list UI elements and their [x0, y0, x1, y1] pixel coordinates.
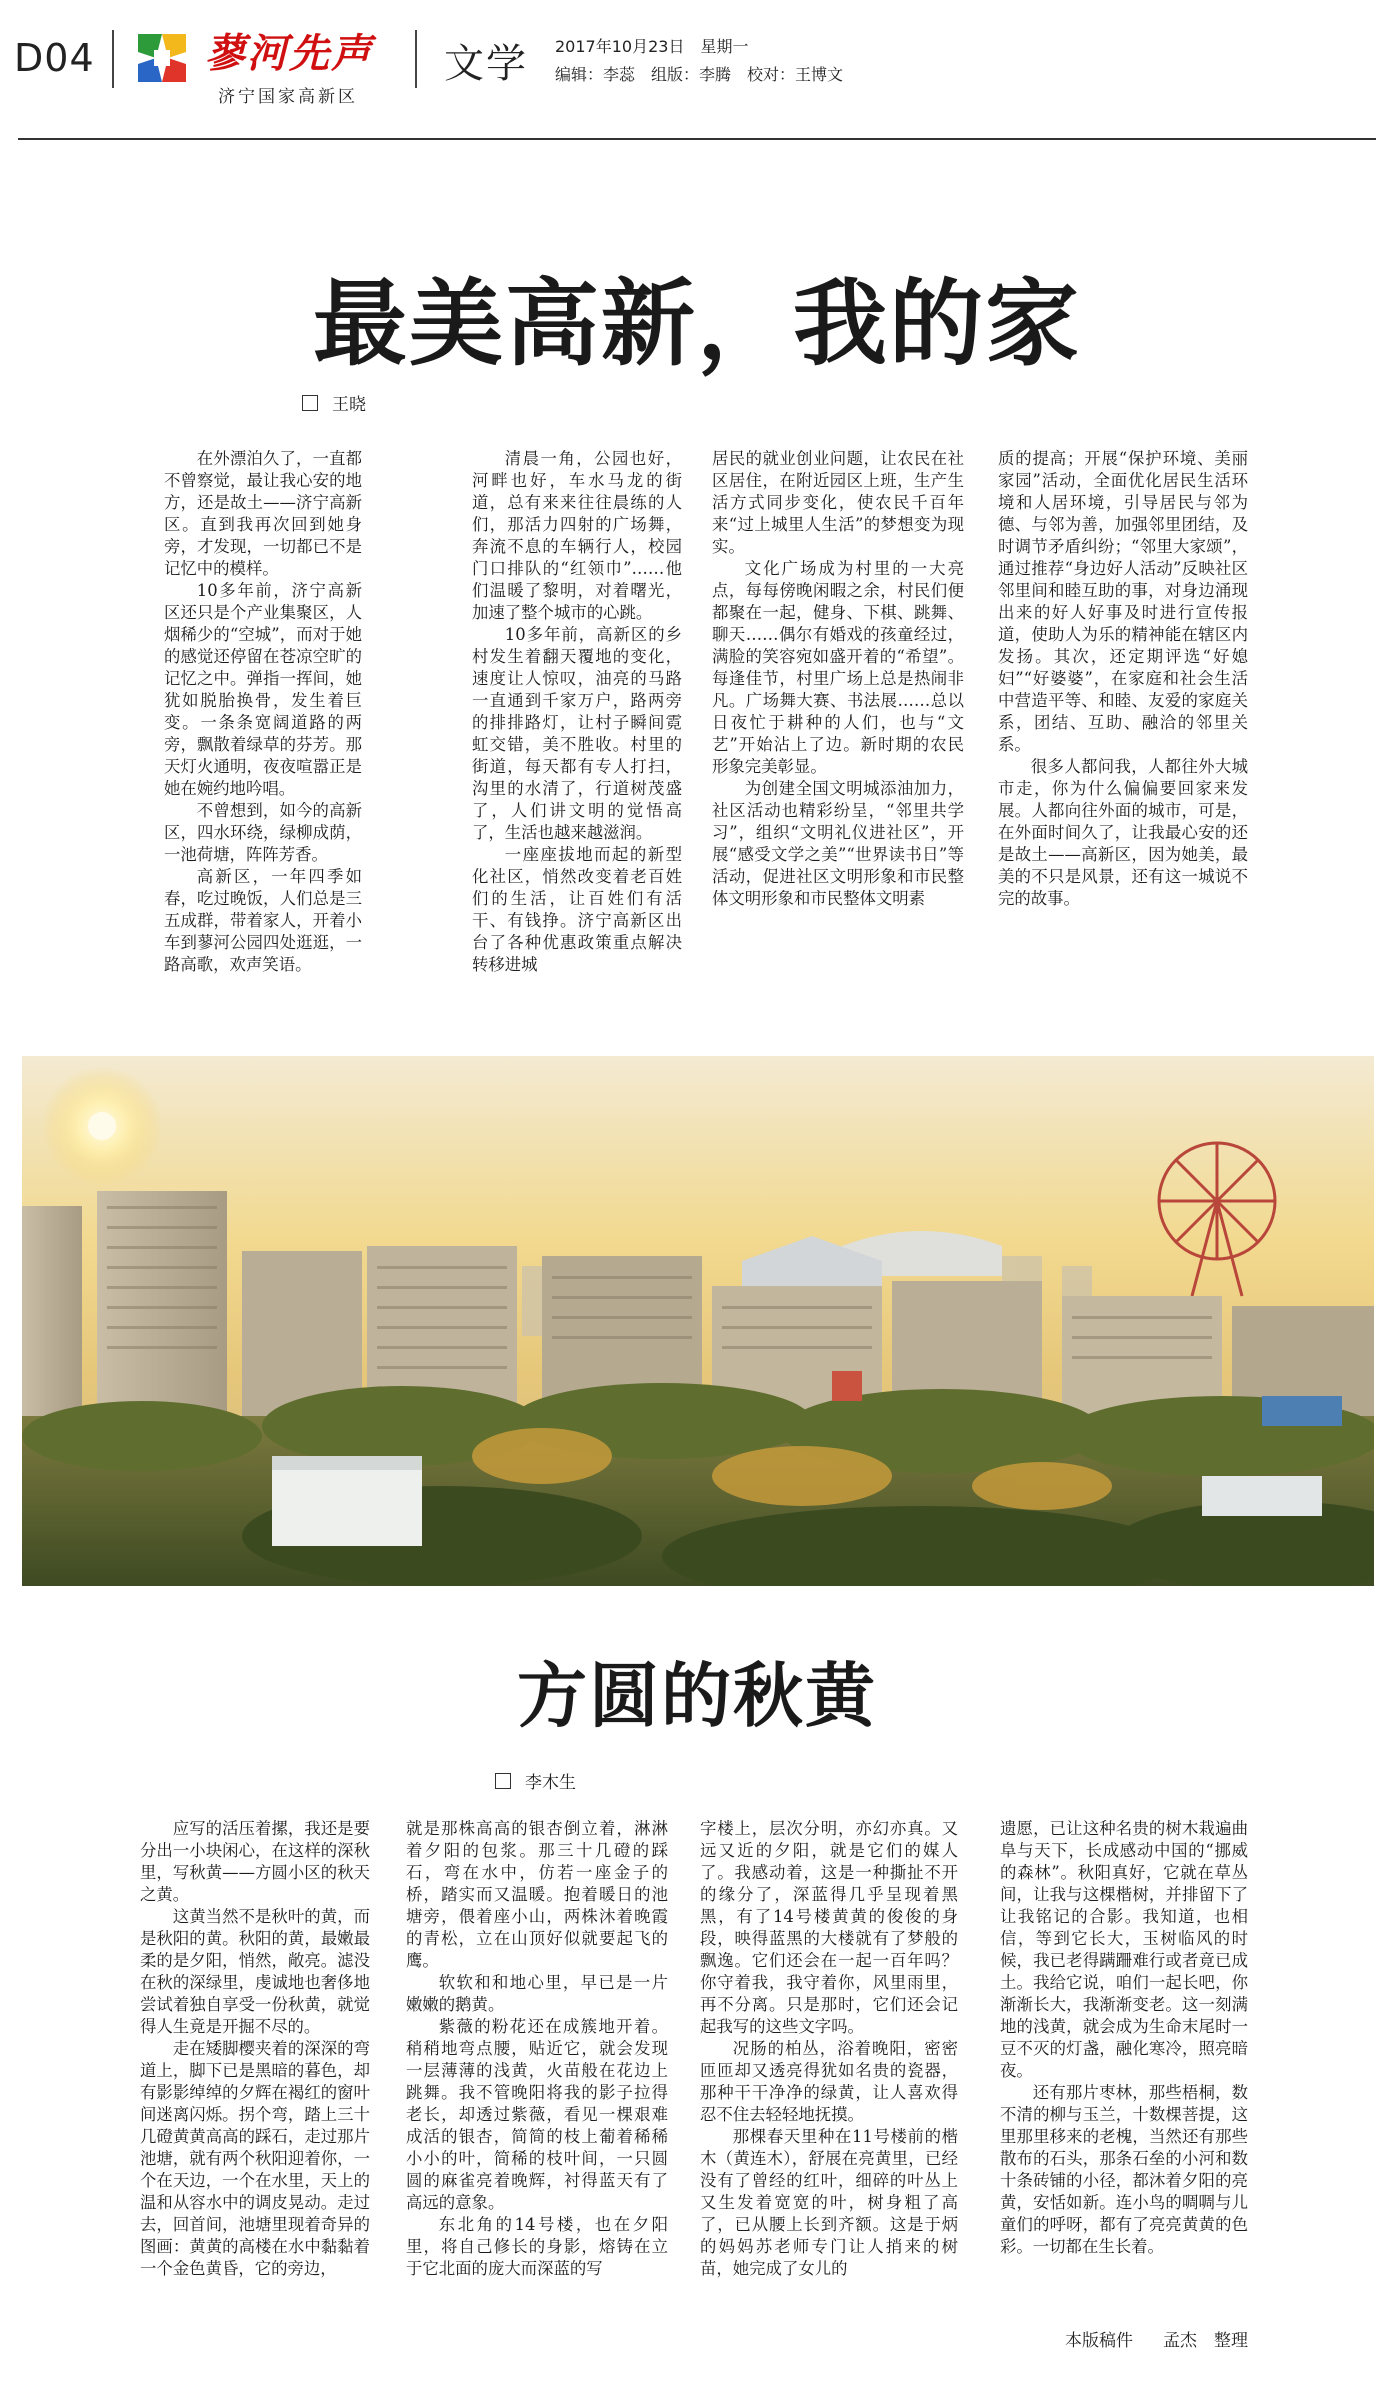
paragraph: 清晨一角，公园也好，河畔也好，车水马龙的街道，总有来来往往晨练的人们，那活力四射的广场舞，奔流不息的车辆行人，校园门口排队的“红领巾”……他们温暖了黎明，对着曙光，加速了整个城市的心跳。	[472, 449, 682, 622]
footer-credit-label: 本版稿件	[1065, 2331, 1133, 2351]
paragraph: 10多年前，高新区的乡村发生着翻天覆地的变化，速度让人惊叹，油亮的马路一直通到千家万户，路两旁的排排路灯，让村子瞬间霓虹交错，美不胜收。村里的街道，每天都有专人打扫，沟里的水清了，行道树茂盛了，人们讲文明的觉悟高了，生活也越来越滋润。	[472, 625, 682, 842]
paragraph: 东北角的14号楼，也在夕阳里，将自己修长的身影，熔铸在立于它北面的庞大而深蓝的写	[406, 2215, 668, 2278]
article1-title: 最美高新，我的家	[312, 270, 1081, 379]
paragraph: 质的提高；开展“保护环境、美丽家园”活动，全面优化居民生活环境和人居环境，引导居民与邻为德、与邻为善，加强邻里团结，及时调节矛盾纠纷；“邻里大家颂”，通过推荐“身边好人活动”反映社区邻里间和睦互助的事，对身边涌现出来的好人好事及时进行宣传报道，使助人为乐的精神能在辖区内发扬。其次，还定期评选“好媳妇”“好婆婆”，在家庭和社会生活中营造平等、和睦、友爱的家庭关系，团结、互助、融洽的邻里关系。	[998, 449, 1248, 754]
newspaper-brand-name: 蓼河先声	[205, 30, 373, 77]
article2-title: 方圆的秋黄	[517, 1655, 877, 1737]
paragraph: 一座座拔地而起的新型化社区，悄然改变着老百姓们的生活，让百姓们有活干、有钱挣。济宁高新区出台了各种优惠政策重点解决转移进城	[472, 845, 682, 974]
article2-column-3	[700, 1818, 958, 2328]
paragraph: 紫薇的粉花还在成簇地开着。稍稍地弯点腰，贴近它，就会发现一层薄薄的浅黄，火苗般在花边上跳舞。我不管晚阳将我的影子拉得老长，却透过紫薇，看见一棵艰难成活的银杏，简简的枝上葡着稀稀小小的叶，简稀的枝叶间，一只圆圆的麻雀亮着晚辉，衬得蓝天有了高远的意象。	[406, 2017, 668, 2212]
masthead-rule	[18, 138, 1376, 140]
article2-column-2	[406, 1818, 668, 2328]
article2-column-4	[1000, 1818, 1248, 2328]
newspaper-brand-subtitle: 济宁国家高新区	[218, 87, 358, 107]
paragraph: 软软和和地心里，早已是一片嫩嫩的鹅黄。	[406, 1973, 668, 2014]
article2-column-1	[140, 1818, 370, 2328]
page-footer-credit	[1065, 2326, 1248, 2351]
paragraph: 走在矮脚樱夹着的深深的弯道上，脚下已是黑暗的暮色，却有影影绰绰的夕辉在褐红的窗叶间迷离闪烁。拐个弯，踏上三十几磴黄黄高高的踩石，走过那片池塘，就有两个秋阳迎着你，一个在天边，一个在水里，天上的温和从容水中的调皮晃动。走过去，回首间，池塘里现着奇异的图画：黄黄的高楼在水中黏黏着一个金色黄昏，它的旁边，	[140, 2039, 370, 2278]
article1-column-1	[164, 448, 362, 988]
paragraph: 文化广场成为村里的一大亮点，每每傍晚闲暇之余，村民们便都聚在一起，健身、下棋、跳舞、聊天……偶尔有婚戏的孩童经过，满脸的笑容宛如盛开着的“希望”。每逢佳节，村里广场上总是热闹非凡。广场舞大赛、书法展……总以日夜忙于耕种的人们，也与“文艺”开始沾上了边。新时期的农民形象完美彰显。	[712, 559, 964, 776]
editor-credits: 编辑：李蕊 组版：李腾 校对：王博文	[555, 65, 844, 84]
city-skyline-sunset-image	[22, 1056, 1374, 1586]
paragraph: 这黄当然不是秋叶的黄，而是秋阳的黄。秋阳的黄，最嫩最柔的是夕阳，悄然，敞亮。滤没在秋的深绿里，虔诚地也奢侈地尝试着独自享受一份秋黄，就觉得人生竟是开掘不尽的。	[140, 1907, 370, 2036]
paragraph: 高新区，一年四季如春，吃过晚饭，人们总是三五成群，带着家人，开着小车到蓼河公园四处逛逛，一路高歌，欢声笑语。	[164, 867, 362, 974]
masthead	[0, 0, 1394, 140]
paragraph: 在外漂泊久了，一直都不曾察觉，最让我心安的地方，还是故土——济宁高新区。直到我再次回到她身旁，才发现，一切都已不是记忆中的模样。	[164, 449, 362, 578]
byline-box-icon	[495, 1773, 511, 1789]
section-name: 文学	[444, 41, 528, 87]
paragraph: 不曾想到，如今的高新区，四水环绕，绿柳成荫，一池荷塘，阵阵芳香。	[164, 801, 362, 864]
masthead-divider	[112, 30, 114, 88]
issue-date: 2017年10月23日 星期一	[555, 37, 749, 56]
paragraph: 还有那片枣林，那些梧桐，数不清的柳与玉兰，十数棵菩提，这里那里移来的老槐，当然还有那些散布的石头，那条石垒的小河和数十条砖铺的小径，都沐着夕阳的亮黄，安恬如新。连小鸟的啁啁与儿童们的呼呀，都有了亮亮黄黄的色彩。一切都在生长着。	[1000, 2083, 1248, 2256]
page-number: D04	[14, 36, 95, 80]
paragraph: 应写的活压着摞，我还是要分出一小块闲心，在这样的深秋里，写秋黄——方圆小区的秋天之黄。	[140, 1819, 370, 1904]
paragraph: 居民的就业创业问题，让农民在社区居住，在附近园区上班，生产生活方式同步变化，使农民千百年来“过上城里人生活”的梦想变为现实。	[712, 449, 964, 556]
byline-box-icon	[302, 395, 318, 411]
article2-author: 李木生	[525, 1773, 576, 1793]
paragraph: 字楼上，层次分明，亦幻亦真。又远又近的夕阳，就是它们的媒人了。我感动着，这是一种撕扯不开的缘分了，深蓝得几乎呈现着黑黑，有了14号楼黄黄的俊俊的身段，映得蓝黑的大楼就有了梦般的飘逸。它们还会在一起一百年吗？你守着我，我守着你，风里雨里，再不分离。只是那时，它们还会记起我写的这些文字吗。	[700, 1819, 958, 2036]
article1-column-4	[998, 448, 1248, 988]
paragraph: 遗愿，已让这种名贵的树木栽遍曲阜与天下，长成感动中国的“挪威的森林”。秋阳真好，它就在草丛间，让我与这棵楷树，并排留下了让我铭记的合影。我知道，也相信，等到它长大，玉树临风的时候，我已老得蹒跚难行或者竟已成土。我给它说，咱们一起长吧，你渐渐长大，我渐渐变老。这一刻满地的浅黄，就会成为生命末尾时一豆不灭的灯盏，融化寒冷，照亮暗夜。	[1000, 1819, 1248, 2080]
article1-column-2	[472, 448, 682, 988]
paragraph: 那棵春天里种在11号楼前的楷木（黄连木），舒展在亮黄里，已经没有了曾经的红叶，细碎的叶丛上又生发着宽宽的叶，树身粗了高了，已从腰上长到齐额。这是于炳的妈妈苏老师专门让人捎来的树苗，她完成了女儿的	[700, 2127, 958, 2278]
footer-editor: 孟杰 整理	[1163, 2331, 1248, 2351]
paragraph: 就是那株高高的银杏倒立着，淋淋着夕阳的包浆。那三十几磴的踩石，弯在水中，仿若一座金子的桥，踏实而又温暖。抱着暖日的池塘旁，偎着座小山，两株沐着晚霞的青松，立在山顶好似就要起飞的鹰。	[406, 1819, 668, 1970]
city-skyline-photo	[22, 1056, 1374, 1586]
paragraph: 10多年前，济宁高新区还只是个产业集聚区，人烟稀少的“空城”，而对于她的感觉还停留在苍凉空旷的记忆之中。弹指一挥间，她犹如脱胎换骨，发生着巨变。一条条宽阔道路的两旁，飘散着绿草的芬芳。那天灯火通明，夜夜喧嚣正是她在婉约地吟唱。	[164, 581, 362, 798]
article1-author: 王晓	[332, 395, 366, 415]
paragraph: 为创建全国文明城添油加力，社区活动也精彩纷呈，“邻里共学习”，组织“文明礼仪进社区”，开展“感受文学之美”“世界读书日”等活动，促进社区文明形象和市民整体文明形象和市民整体文明素	[712, 779, 964, 908]
article1-byline	[302, 390, 366, 415]
paragraph: 很多人都问我，人都往外大城市走，你为什么偏偏要回家来发展。人都向往外面的城市，可是，在外面时间久了，让我最心安的还是故土——高新区，因为她美，最美的不只是风景，还有这一城说不完的故事。	[998, 757, 1248, 908]
article2-byline	[495, 1768, 576, 1793]
newspaper-logo-icon	[134, 30, 190, 86]
masthead-divider	[415, 30, 417, 88]
paragraph: 况肠的柏丛，浴着晚阳，密密匝匝却又透亮得犹如名贵的瓷器，那种干干净净的绿黄，让人喜欢得忍不住去轻轻地抚摸。	[700, 2039, 958, 2124]
article1-column-3	[712, 448, 964, 988]
